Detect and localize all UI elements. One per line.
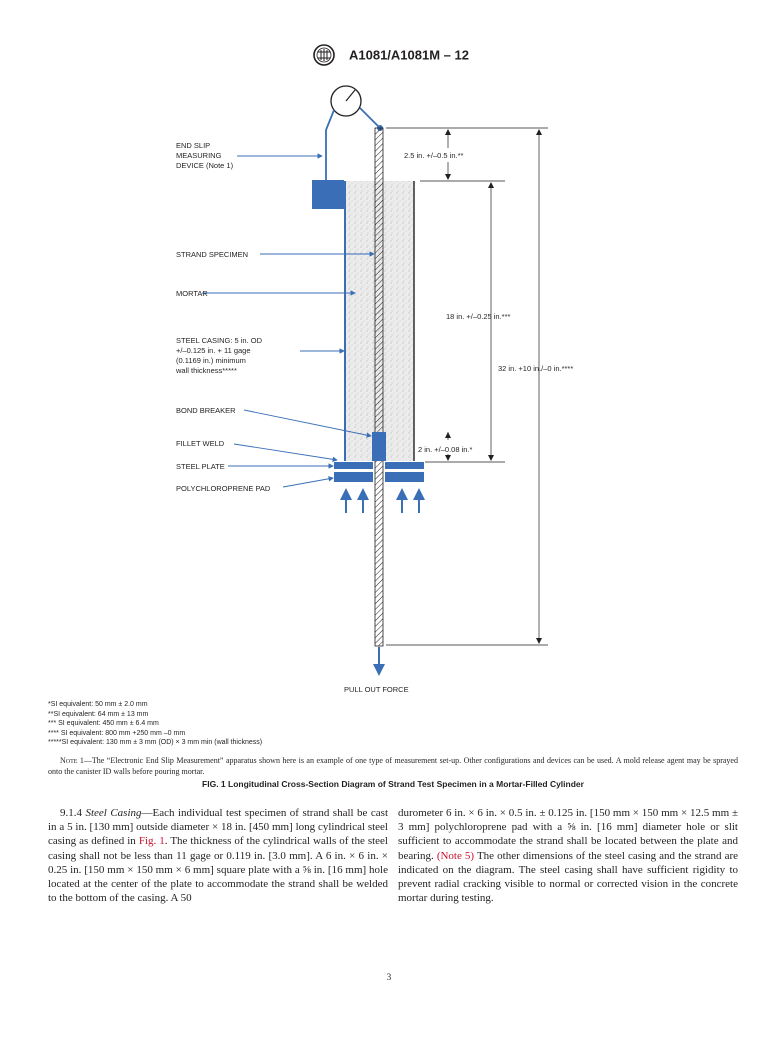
bond-breaker-label: BOND BREAKER: [176, 406, 236, 415]
pad-right: [385, 472, 424, 482]
figure-reference-link[interactable]: Fig. 1: [138, 835, 165, 848]
pad-leader: [283, 478, 333, 487]
dim-casing-length-label: 18 in. +/–0.25 in.***: [446, 312, 511, 321]
section-title: Steel Casing: [85, 807, 142, 819]
gauge-wire-right: [360, 108, 380, 128]
fillet-weld-label: FILLET WELD: [176, 439, 225, 448]
steel-casing-label-group: [175, 336, 344, 375]
section-paragraph-1: [48, 806, 388, 905]
paragraph-1-part-b: . The thickness of the cylindrical walls of the steel casing shall not be less than 11 gage or 0.119 in. [3.0 mm]. A 6 in. × 6 in. × 0.25 in. [150 mm × 150 mm × 6 mm] square plate with a ⅝ in. [16 mm] hole located at the center of the plate to accommodate the strand shall be welded to the bottom of the casing. A 50: [48, 835, 388, 905]
pad-left: [334, 472, 373, 482]
section-paragraph-2: [398, 806, 738, 905]
section-number: 9.1.4: [60, 807, 82, 819]
steel-casing-label-line4: wall thickness*****: [176, 366, 237, 375]
page-number: 3: [386, 972, 392, 982]
figure-note: [48, 755, 738, 777]
steel-plate-right: [385, 462, 424, 469]
dim-bottom-label: 2 in. +/–0.08 in.*: [418, 445, 473, 454]
mortar-label: MORTAR: [176, 289, 208, 298]
end-slip-label-group: [176, 141, 322, 170]
steel-casing-label-line3: (0.1169 in.) minimum: [176, 356, 246, 365]
footnote-2: **SI equivalent: 64 mm ± 13 mm: [48, 710, 149, 718]
dim-total-label: 32 in. +10 in./–0 in.****: [498, 364, 574, 373]
bond-breaker: [372, 432, 386, 461]
steel-plate-left: [334, 462, 373, 469]
si-footnotes: [48, 700, 262, 748]
body-column-right: [398, 806, 738, 905]
note-reference-link[interactable]: (Note 5): [436, 849, 475, 862]
dim-top-label: 2.5 in. +/–0.5 in.**: [404, 151, 464, 160]
steel-plate-label: STEEL PLATE: [176, 462, 225, 471]
paragraph-2-part-b: The other dimensions of the steel casing and the strand are indicated on the diagram. The steel casing shall have sufficient rigidity to prevent radial cracking visible to normal or corrected vision in the concrete mortar during testing.: [398, 849, 738, 905]
document-designation: A1081/A1081M – 12: [349, 47, 469, 63]
pad-label: POLYCHLOROPRENE PAD: [176, 484, 271, 493]
footnote-1: *SI equivalent: 50 mm ± 2.0 mm: [48, 701, 148, 708]
figure-caption: FIG. 1 Longitudinal Cross-Section Diagram of Strand Test Specimen in a Mortar-Filled Cylinder: [202, 779, 584, 789]
strand-specimen-label: STRAND SPECIMEN: [176, 250, 249, 259]
strand-specimen: [375, 128, 383, 646]
note-label: Note 1: [60, 756, 84, 765]
steel-casing-label-line1: STEEL CASING: 5 in. OD: [176, 336, 262, 345]
footnote-4: **** SI equivalent: 800 mm +250 mm –0 mm: [48, 729, 186, 737]
pull-out-force-label: PULL OUT FORCE: [344, 685, 409, 694]
paragraph-1-part-a: —Each individual test specimen of strand shall be cast in a 5 in. [130 mm] outside diameter × 18 in. [450 mm] long cylindrical steel casing as defined in: [48, 807, 389, 848]
end-slip-label-line3: DEVICE (Note 1): [176, 161, 234, 170]
note-text: —The “Electronic End Slip Measurement” apparatus shown here is an example of one type of measurement set-up. Other configurations and devices can be used. A mold release agent may be sprayed onto the canister ID walls before pouring mortar.: [48, 756, 738, 776]
dimension-arrowheads: [445, 129, 542, 644]
footnote-5: *****SI equivalent: 130 mm ± 3 mm (OD) × 3 mm min (wall thickness): [48, 739, 263, 746]
slip-device-block: [312, 180, 344, 209]
body-column-left: [48, 806, 388, 905]
gauge-wire-left: [326, 110, 334, 180]
paragraph-2-part-a: durometer 6 in. × 6 in. × 0.5 in. ± 0.125 in. [150 mm × 150 mm × 12.5 mm ± 3 mm] polychloroprene pad with a ⅝ in. [16 mm] diameter hole or slit sufficient to accommodate the strand shall be located between the plate and bearing.: [398, 807, 738, 862]
end-slip-label-line2: MEASURING: [176, 151, 222, 160]
steel-casing-label-line2: +/–0.125 in. + 11 gage: [176, 346, 251, 355]
footnote-3: *** SI equivalent: 450 mm ± 6.4 mm: [48, 720, 159, 727]
fillet-weld-leader: [234, 444, 337, 460]
dial-gauge-icon: [331, 86, 361, 116]
end-slip-label-line1: END SLIP: [176, 141, 211, 150]
